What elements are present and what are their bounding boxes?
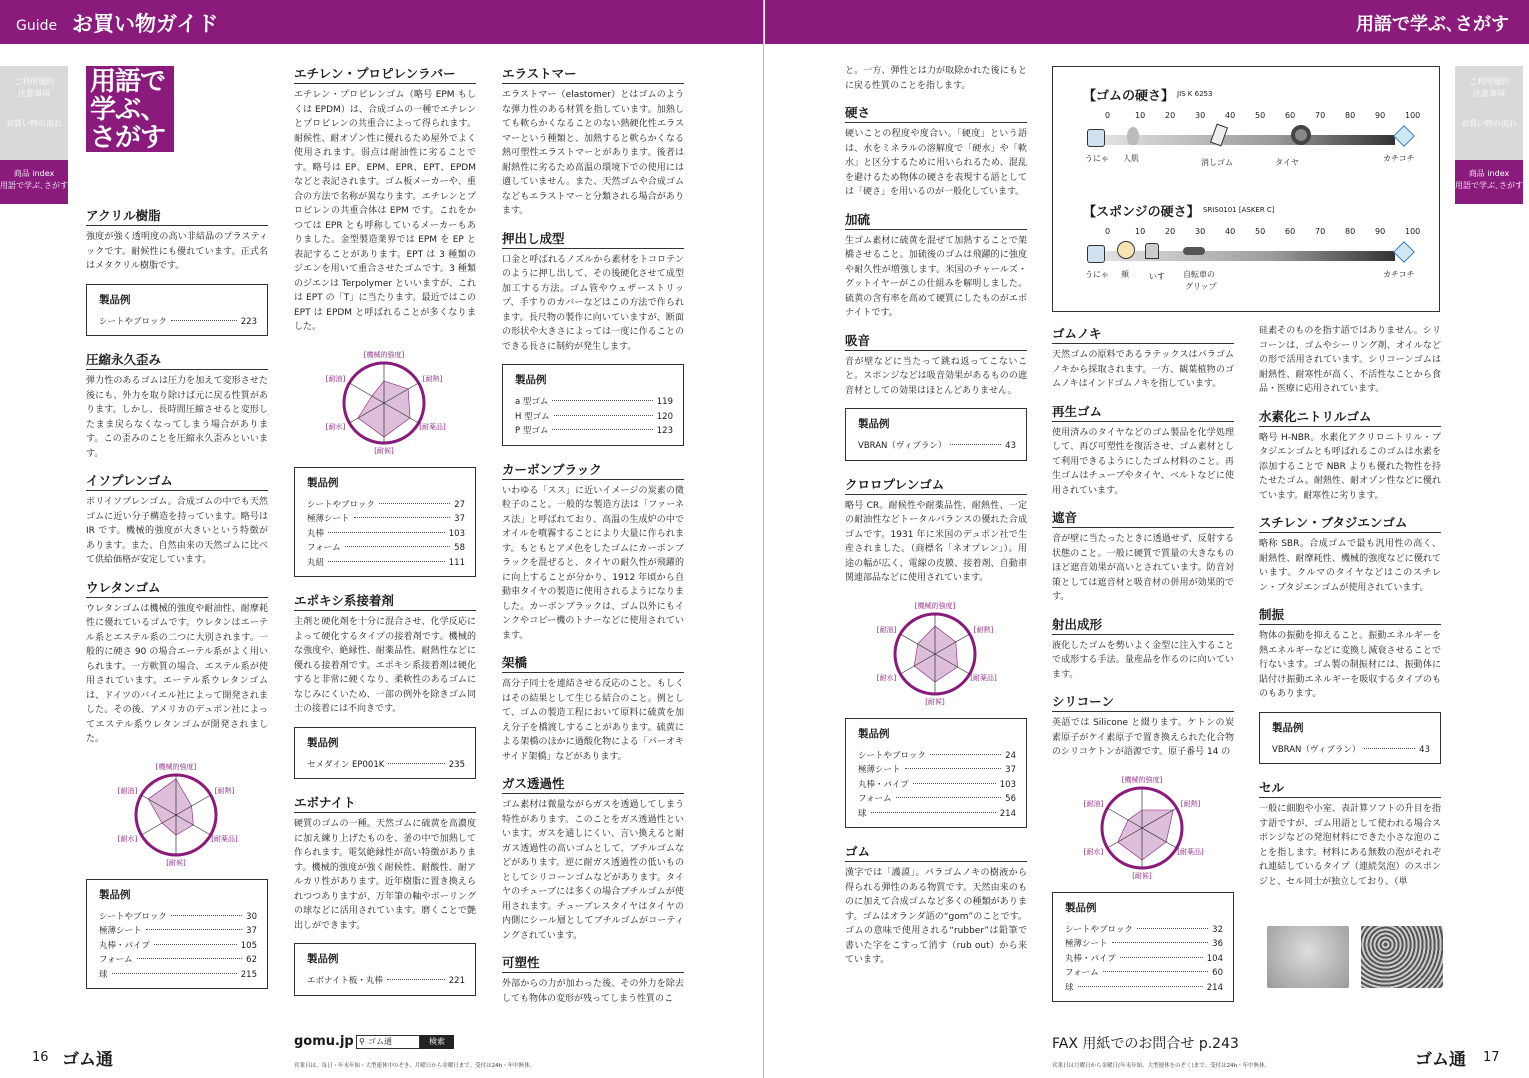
ice-cube-icon xyxy=(1393,125,1415,147)
product-row[interactable]: VBRAN（ヴィブラン） 43 xyxy=(858,441,1016,451)
radar-axis-label: [機械的強度] xyxy=(914,601,956,610)
side-tab-flow-right[interactable]: お買い物の流れ xyxy=(1461,119,1517,128)
side-tab-flow[interactable]: お買い物の流れ xyxy=(6,119,62,128)
desc-plastic-cont: と。一方、弾性とは力が取除かれた後にもとに戻る性質のことを指します。 xyxy=(845,66,1027,91)
product-box-title: 製品例 xyxy=(99,888,131,901)
sponge-hardness-title: 【スポンジの硬さ】 xyxy=(1083,205,1200,220)
page-number-right: 17 xyxy=(1483,1050,1500,1065)
scale-label: グリップ xyxy=(1185,282,1217,291)
radar-chart-urethane xyxy=(96,757,256,869)
product-row[interactable]: 丸棒・パイプ 105 xyxy=(99,940,257,951)
open-cell-photo xyxy=(1267,926,1349,988)
product-box-epdm xyxy=(294,467,476,578)
grip-icon xyxy=(1183,247,1205,255)
product-box-title: 製品例 xyxy=(99,293,131,306)
desc-sound-ins: 音が壁に当たったときに透過せず、反射する状態のこと。一般に硬質で質量の大きなものほど遮音効果が高いとされています。防音対策としては遮音材と吸音材の併用が効果的です。 xyxy=(1052,534,1234,602)
product-row[interactable]: 極薄シート 37 xyxy=(307,514,465,524)
fax-inquiry[interactable]: FAX 用紙でのお問合せ p.243 xyxy=(1052,1036,1239,1052)
desc-epoxy: 主剤と硬化剤を十分に混合させ、化学反応によって硬化するタイプの接着剤です。機械的な強度や、絶縁性、耐薬品性、耐熱性などに優れる接着剤です。エポキシ系接着剤は硬化すると非常に硬くなり、柔軟性のあるゴムになじみにくいため、一部の例外を除きゴム同士の接着には不向きです。 xyxy=(294,617,476,714)
right-column-3 xyxy=(1259,324,1441,899)
guide-label: Guide xyxy=(16,18,58,34)
radar-axis-label: [耐熱] xyxy=(422,374,443,383)
scale-tick: 90 xyxy=(1375,227,1386,236)
ice-cube-icon xyxy=(1393,241,1415,263)
product-box-sound-abs xyxy=(845,408,1027,461)
rubber-scale-bar xyxy=(1095,135,1395,145)
product-row[interactable]: シートやブロック 32 xyxy=(1065,924,1223,935)
product-box-epoxy xyxy=(294,727,476,780)
left-column-3 xyxy=(502,64,684,1016)
product-box-title: 製品例 xyxy=(858,727,890,740)
term-hnbr: 水素化ニトリルゴム xyxy=(1259,407,1441,427)
desc-sound-abs: 音が壁などに当たって跳ね返ってこないこと。スポンジなどは吸音効果があるものの遮音材としての効果はほとんどありません。 xyxy=(845,356,1027,396)
radar-axis-label: [耐薬品] xyxy=(1177,847,1204,856)
term-chloroprene: クロロプレンゴム xyxy=(845,475,1027,495)
desc-sbr: 略称 SBR。合成ゴムで最も汎用性の高く、耐熱性、耐摩耗性、機械的強度などに優れています。クルマのタイヤなどはこのスチレン・ブタジエンゴムが使用されています。 xyxy=(1259,539,1441,593)
side-tab-terms-line1: ご利用規約 xyxy=(1469,77,1509,86)
scale-tick: 30 xyxy=(1195,227,1206,236)
scale-tick: 80 xyxy=(1345,111,1356,120)
radar-axis-label: [耐薬品] xyxy=(419,422,446,431)
desc-paragomu: 天然ゴムの原料であるラテックスはパラゴムノキから採取されます。一方、観葉植物のゴムノキはインドゴムノキを指しています。 xyxy=(1052,350,1234,389)
term-epoxy: エポキシ系接着剤 xyxy=(294,591,476,611)
desc-ebonite: 硬質のゴムの一種。天然ゴムに硫黄を高濃度に加え練り上げたものを、釜の中で加熱して作られます。電気絶縁性が高い特徴があります。機械的強度が強く耐候性、耐酸性、耐アルカリ性があります。近年樹脂に置き換えられつつありますが、万年筆の軸やボーリングの球などに活用されています。磨くことで艶出しができます。 xyxy=(294,819,476,931)
product-row[interactable]: 球 214 xyxy=(858,808,1016,819)
scale-tick: 60 xyxy=(1285,227,1296,236)
search-value: ゴム通 xyxy=(368,1037,392,1046)
radar-axis-label: [耐候] xyxy=(166,858,186,867)
scale-tick: 50 xyxy=(1255,111,1266,120)
scale-label: 消しゴム xyxy=(1201,158,1233,167)
scale-tick: 100 xyxy=(1405,227,1421,236)
scale-label: うにゃ xyxy=(1085,154,1109,163)
term-acryl: アクリル樹脂 xyxy=(86,206,268,226)
term-vibration: 制振 xyxy=(1259,605,1441,625)
scale-tick: 100 xyxy=(1405,111,1421,120)
side-tab-index-right[interactable] xyxy=(1455,160,1523,204)
scale-label: 人肌 xyxy=(1123,154,1139,163)
scale-label: 頬 xyxy=(1121,270,1129,279)
product-box-ebonite xyxy=(294,943,476,996)
term-sound-abs: 吸音 xyxy=(845,331,1027,351)
term-crosslink: 架橋 xyxy=(502,653,684,673)
term-plastic: 可塑性 xyxy=(502,953,684,973)
term-sbr: スチレン・ブタジエンゴム xyxy=(1259,513,1441,533)
chair-icon xyxy=(1145,243,1159,259)
side-tab-index-line1: 商品 index xyxy=(13,169,55,178)
page-title-right: 用語で学ぶ､さがす xyxy=(1356,14,1509,35)
radar-axis-label: [機械的強度] xyxy=(363,350,405,359)
scale-tick: 10 xyxy=(1135,227,1146,236)
radar-chart-epdm xyxy=(304,345,464,457)
scale-label: カチコチ xyxy=(1383,154,1415,163)
radar-axis-label: [耐熱] xyxy=(1180,799,1201,808)
product-row[interactable]: フォーム 60 xyxy=(1065,968,1223,978)
soft-blob-icon xyxy=(1087,245,1105,263)
term-paragomu: ゴムノキ xyxy=(1052,324,1234,344)
term-sound-ins: 遮音 xyxy=(1052,508,1234,528)
radar-axis-label: [耐熱] xyxy=(214,786,235,795)
product-row[interactable]: フォーム 56 xyxy=(858,794,1016,804)
product-box-title: 製品例 xyxy=(1272,721,1304,734)
desc-isoprene: ポリイソプレンゴム。合成ゴムの中でも天然ゴムに近い分子構造を持っています。略号は IR です。機械的強度が大きいという特徴があります。また、自然由来の天然ゴムに比べて供給価格が安定しています。 xyxy=(86,497,268,565)
desc-gomu: 漢字では「護謨」。パラゴムノキの樹液から得られる弾性のある物質です。天然由来のものに加えて合成ゴムなど多くの種類があります。ゴムはオランダ語の“gom”のことです。ゴムの意味で使用される“rubber”は鉛筆で書いた字をこすって消す（rub out）から来ています。 xyxy=(845,868,1027,965)
desc-hardness: 硬いことの程度や度合い。「硬度」という語は、水をミネラルの溶解度で「硬水」や「軟水」と区分するために用いられるため、混乱を避けるため物体の硬さを表現する語としては「硬さ」を用いるのが一般化しています。 xyxy=(845,129,1027,197)
product-row[interactable]: 球 215 xyxy=(99,969,257,980)
product-row[interactable]: a 型ゴム 119 xyxy=(515,397,673,407)
scale-tick: 50 xyxy=(1255,227,1266,236)
product-row[interactable]: 極薄シート 37 xyxy=(858,765,1016,775)
product-box-chloroprene xyxy=(845,718,1027,829)
product-row[interactable]: セメダイン EP001K 235 xyxy=(307,759,465,770)
desc-vibration: 物体の振動を抑えること。振動エネルギーを熱エネルギーなどに変換し減衰させることで行ないます。ゴム製の制振材には、振動体に貼付け振動エネルギーを吸収するタイプのものもあります。 xyxy=(1259,631,1441,699)
desc-crosslink: 高分子同士を連結させる反応のこと。もしくはその結果として生じる結合のこと。例として、ゴムの製造工程において原料に硫黄を加え分子を橋渡しすることがあります。硫黄による架橋のほかに過酸化物による「パーオキサイド架橋」などがあります。 xyxy=(502,679,684,762)
product-row[interactable]: 丸紐 111 xyxy=(307,557,465,568)
section-title-line2: 学ぶ、 xyxy=(90,95,166,125)
radar-axis-label: [耐水] xyxy=(117,834,138,843)
radar-chart-chloroprene xyxy=(855,596,1015,708)
rubber-hardness-title: 【ゴムの硬さ】 xyxy=(1083,89,1175,104)
term-isoprene: イソプレンゴム xyxy=(86,471,268,491)
hand-icon xyxy=(1127,127,1139,145)
header-bar-left xyxy=(0,0,764,44)
product-row[interactable]: エボナイト板・丸棒 221 xyxy=(307,976,465,986)
desc-elastomer: エラストマー（elastomer）とはゴムのような弾力性のある材質を指しています。加熱しても軟らかくなることのない熱硬化性エラスマーという種類と、加熱すると軟らかくなる熱可塑性エラストマーとがあります。後者は耐熱性に劣るため高温の環境下での使用には適していません。また、天然ゴムや合成ゴムなどもエラストマーと分類される場合があります。 xyxy=(502,90,684,216)
section-title-line3: さがす xyxy=(90,123,166,153)
left-page xyxy=(0,0,764,1078)
side-tab-terms-line2: 注意事項 xyxy=(18,89,50,98)
desc-extrusion: 口金と呼ばれるノズルから素材をトコロテンのように押し出して、その後硬化させて成型加工する方法。ゴム管やウェザーストリップ、手すりのカバーなどはこの方法で作られます。長尺物の製作に向いていますが、断面の形状や大きさによっては一度に作ることのできる長さに制約が発生します。 xyxy=(502,254,684,352)
product-row[interactable]: シートやブロック 223 xyxy=(99,316,257,327)
scale-tick: 40 xyxy=(1225,111,1236,120)
face-icon xyxy=(1117,241,1135,259)
logo-right: ゴム通 xyxy=(1415,1050,1466,1070)
desc-vulcan: 生ゴム素材に硫黄を混ぜて加熱することで架橋させること。加硫後のゴムは飛躍的に強度や耐久性が増強します。米国のチャールズ・グットイヤーがこの仕組みを解明しました。硫黄の含有率を高めて硬質にしたものがエボナイトです。 xyxy=(845,235,1027,318)
site-url[interactable]: gomu.jp xyxy=(294,1034,354,1049)
scale-label: タイヤ xyxy=(1275,158,1299,167)
desc-silicone: 英語では Silicone と綴ります。ケトンの炭素原子がケイ素原子で置き換えられた化合物のシリコケトンが語源です。原子番号 14 の xyxy=(1052,718,1234,757)
radar-axis-label: [耐油] xyxy=(1083,799,1104,808)
desc-gas: ゴム素材は微量ながらガスを透過してしまう特性があります。このことをガス透過性といいます。ガスを通しにくい、言い換えると耐ガス透過性の高いゴムとして、ブチルゴムなどがあります。逆に耐ガス透過性の低いものとしてシリコーンゴムなどがあります。タイヤのチューブには多くの場合ブチルゴムが使用されます。チューブレスタイヤはタイヤの内側にシール層としてブチルゴムがコーティングされています。 xyxy=(502,800,684,941)
search-button[interactable]: 検索 xyxy=(420,1035,454,1049)
right-page xyxy=(765,0,1529,1078)
search-input[interactable] xyxy=(356,1035,420,1049)
desc-hnbr: 略号 H-NBR。水素化アクリロニトリル・ブタジエンゴムとも呼ばれるこのゴムは水素を添加することで NBR よりも優れた物性を持たせたゴム。耐熱性、耐オゾン性などに優れています。耐寒性に劣ります。 xyxy=(1259,432,1441,501)
desc-injection: 液化したゴムを勢いよく金型に注入することで成形する手法。量産品を作るのに向いています。 xyxy=(1052,640,1234,680)
radar-axis-label: [耐油] xyxy=(117,786,138,795)
page-title: お買い物ガイド xyxy=(72,12,219,36)
soft-blob-icon xyxy=(1087,129,1105,147)
side-tab-terms-line1: ご利用規約 xyxy=(14,77,54,86)
product-box-title: 製品例 xyxy=(515,374,547,386)
scale-label: カチコチ xyxy=(1383,270,1415,279)
footnote-right: 営業日は月曜日から金曜日(年末年始、大型連休をのぞく)まで。受付は24h・年中無休。 xyxy=(1052,1063,1271,1069)
desc-compression: 弾力性のあるゴムは圧力を加えて変形させた後にも、外力を取り除けば元に戻る性質があります。しかし、長時間圧縮させると変形したまま戻らなくなってしまう場合があります。この歪みのことを圧縮永久歪みといいます。 xyxy=(86,376,268,459)
term-hardness: 硬さ xyxy=(845,103,1027,123)
product-box-vibration xyxy=(1259,712,1441,765)
product-row[interactable]: フォーム 62 xyxy=(99,955,257,965)
term-elastomer: エラストマー xyxy=(502,64,684,84)
term-compression: 圧縮永久歪み xyxy=(86,350,268,370)
section-title xyxy=(86,66,174,152)
side-tab-index-line1: 商品 index xyxy=(1468,169,1510,178)
footnote-left: 営業日は、毎日・年末年始・大型連休中のぞき、月曜日から金曜日まで。受付は24h・年中無休。 xyxy=(294,1063,536,1069)
desc-recycled: 使用済みのタイヤなどのゴム製品を化学処理して、再び可塑性を復活させ、ゴム素材として利用できるようにしたゴム材料のこと。再生ゴムはチューブやタイヤ、ベルトなどに使用されています。 xyxy=(1052,427,1234,496)
side-tab-terms-line2: 注意事項 xyxy=(1473,89,1505,98)
header-bar-right xyxy=(765,0,1529,44)
product-row[interactable]: H 型ゴム 120 xyxy=(515,411,673,422)
product-box-extrusion xyxy=(502,364,684,446)
radar-axis-label: [耐候] xyxy=(374,446,394,455)
product-box-title: 製品例 xyxy=(1065,901,1097,914)
radar-axis-label: [耐水] xyxy=(1083,847,1104,856)
product-box-title: 製品例 xyxy=(307,736,339,749)
product-row[interactable]: シートやブロック 24 xyxy=(858,750,1016,761)
side-tab-index-line2: 用語で学ぶ､さがす xyxy=(1455,181,1523,190)
side-tab-terms[interactable] xyxy=(0,66,68,160)
product-row[interactable]: シートやブロック 27 xyxy=(307,499,465,510)
scale-tick: 0 xyxy=(1105,227,1111,236)
hardness-scale-panel xyxy=(1052,66,1440,312)
scale-tick: 10 xyxy=(1135,111,1146,120)
product-row[interactable]: フォーム 58 xyxy=(307,543,465,553)
scale-tick: 20 xyxy=(1165,227,1176,236)
term-gomu: ゴム xyxy=(845,842,1027,862)
sponge-hardness-standard: SRIS0101 [ASKER C] xyxy=(1203,206,1275,214)
product-box-urethane xyxy=(86,879,268,990)
product-row[interactable]: 丸棒・パイプ 104 xyxy=(1065,953,1223,964)
radar-axis-label: [耐候] xyxy=(925,697,945,706)
scale-label: 自転車の xyxy=(1183,270,1215,279)
radar-axis-label: [耐油] xyxy=(325,374,346,383)
product-row[interactable]: P 型ゴム 123 xyxy=(515,426,673,436)
scale-tick: 0 xyxy=(1105,111,1111,120)
term-injection: 射出成形 xyxy=(1052,615,1234,635)
radar-axis-label: [耐油] xyxy=(876,625,897,634)
radar-axis-label: [耐候] xyxy=(1132,871,1152,880)
desc-plastic: 外部からの力が加わった後、その外力を除去しても物体の変形が残ってしまう性質のこ xyxy=(502,979,684,1004)
product-row[interactable]: 極薄シート 37 xyxy=(99,926,257,936)
right-column-2 xyxy=(1052,324,1234,1016)
product-box-silicone xyxy=(1052,892,1234,1003)
product-box-title: 製品例 xyxy=(307,953,339,965)
desc-silicone-cont: 硅素そのものを指す語ではありません。シリコーンは、ゴムやシーリング剤、オイルなどの形で活用されています。シリコーンゴムは耐熱性、耐寒性が高く、不活性なことから食品・医療に応用されています。 xyxy=(1259,326,1441,394)
left-column-2 xyxy=(294,64,476,1010)
product-row[interactable]: シートやブロック 30 xyxy=(99,911,257,922)
scale-tick: 80 xyxy=(1345,227,1356,236)
product-box-title: 製品例 xyxy=(858,418,890,430)
radar-axis-label: [耐薬品] xyxy=(211,834,238,843)
scale-tick: 70 xyxy=(1315,227,1326,236)
term-ebonite: エボナイト xyxy=(294,793,476,813)
desc-epdm: エチレン・プロピレンゴム（略号 EPM もしくは EPDM）は、合成ゴムの一種でエチレンとプロピレンの共重合によって得られます。耐候性、耐オゾン性に優れるため屋外でよく使用されます。弱点は耐油性に劣ることです。略号は EP、EPM、EPR、EPT、EPDM などと表記されます。ゴム板メーカーや、重合の方法で名称が異なります。エチレンとプロピレンの共重合体は EPM です。これをかつては EPR とも呼称しているメーカーもありました。金型製造業界では EPM を EP と表記することがあります。EPT は 3 種類のジエンを用いて重合させたゴムです。3 種類のジエンは Terpolymer といいますが、これは EPT の「T」に当たります。最近ではこの EPT は EPDM と呼ばれることが多くなりました。 xyxy=(294,90,476,332)
term-cell: セル xyxy=(1259,778,1441,798)
product-row[interactable]: 丸棒 103 xyxy=(307,528,465,539)
term-urethane: ウレタンゴム xyxy=(86,578,268,598)
scale-tick: 20 xyxy=(1165,111,1176,120)
radar-axis-label: [耐薬品] xyxy=(970,673,997,682)
scale-tick: 90 xyxy=(1375,111,1386,120)
closed-cell-photo xyxy=(1361,926,1443,988)
product-box-acryl xyxy=(86,284,268,337)
desc-urethane: ウレタンゴムは機械的強度や耐油性、耐摩耗性に優れているゴムです。ウレタンはエーテル系とエステル系の二つに大別されます。一般的に硬さ 90 の場合エーテル系がよく用いられます。一方軟質の場合、エステル系が使用されています。エーテル系ウレタンゴムは、ドイツのバイエル社によって開発されました。その後、アメリカのデュポン社によってエステル系ウレタンゴムが開発されました。 xyxy=(86,603,268,744)
desc-acryl: 強度が強く透明度の高い非結晶のプラスティックです。耐候性にも優れています。正式名はメタクリル樹脂です。 xyxy=(86,232,268,271)
side-tab-terms-right[interactable] xyxy=(1455,66,1523,160)
page-number-left: 16 xyxy=(32,1050,49,1065)
logo-left: ゴム通 xyxy=(62,1050,113,1070)
radar-axis-label: [耐水] xyxy=(876,673,897,682)
rubber-hardness-standard: JIS K 6253 xyxy=(1177,90,1213,98)
scale-label: いす xyxy=(1149,272,1165,281)
radar-axis-label: [耐熱] xyxy=(973,625,994,634)
product-row[interactable]: 極薄シート 36 xyxy=(1065,939,1223,949)
side-tab-index-line2: 用語で学ぶ､さがす xyxy=(0,181,68,190)
radar-axis-label: [機械的強度] xyxy=(155,762,197,771)
desc-carbon: いわゆる「スス」に近いイメージの炭素の微粒子のこと。一般的な製造方法は「ファーネス法」と呼ばれており、高温の生成炉の中でオイルを噴霧することにより大量に作られます。もともとアメ色をしたゴムにカーボンブラックを混ぜると、タイヤの耐久性が飛躍的に向上することが分かり、1912 年頃から自動車タイヤの製造に使用されるようになりました。カーボンブラックは、ゴム以外にもインクやコピー機のトナーなどに使用されています。 xyxy=(502,485,684,641)
scale-tick: 40 xyxy=(1225,227,1236,236)
term-extrusion: 押出し成型 xyxy=(502,229,684,249)
section-title-line1: 用語で xyxy=(90,67,166,97)
tire-icon xyxy=(1291,125,1311,145)
term-gas: ガス透過性 xyxy=(502,774,684,794)
scale-tick: 70 xyxy=(1315,111,1326,120)
product-row[interactable]: 丸棒・パイプ 103 xyxy=(858,779,1016,790)
radar-axis-label: [機械的強度] xyxy=(1121,775,1163,784)
radar-axis-label: [耐水] xyxy=(325,422,346,431)
product-box-title: 製品例 xyxy=(307,476,339,489)
desc-chloroprene: 略号 CR。耐候性や耐薬品性、耐熱性、一定の耐油性などトータルバランスの優れた合成ゴムです。1931 年に米国のデュポン社で生産されました。（商標名「ネオプレン」）。用途の幅が広く、電線の皮膜、接着剤、自動車関連部品などに使用されています。 xyxy=(845,500,1027,583)
product-row[interactable]: 球 214 xyxy=(1065,982,1223,993)
side-tab-index[interactable] xyxy=(0,160,68,204)
product-row[interactable]: VBRAN（ヴィブラン） 43 xyxy=(1272,744,1430,755)
term-recycled: 再生ゴム xyxy=(1052,402,1234,422)
search-icon: ⚲ xyxy=(359,1037,365,1046)
desc-cell: 一般に細胞や小室、表計算ソフトの升目を指す語ですが、ゴム用語として使われる場合スポンジなどの発泡材料にできた小さな泡のことを指します。材料にある無数の泡がそれぞれ連結しているタイプ（連続気泡）のスポンジと、セル同士が独立しており、（単 xyxy=(1259,804,1441,887)
scale-label: うにゃ xyxy=(1085,270,1109,279)
term-epdm: エチレン・プロピレンラバー xyxy=(294,64,476,84)
radar-chart-silicone xyxy=(1062,770,1222,882)
scale-tick: 60 xyxy=(1285,111,1296,120)
sponge-scale-bar xyxy=(1095,251,1395,261)
term-carbon: カーボンブラック xyxy=(502,460,684,480)
term-vulcan: 加硫 xyxy=(845,210,1027,230)
left-column-1 xyxy=(86,206,268,1003)
right-column-1 xyxy=(845,64,1027,978)
term-silicone: シリコーン xyxy=(1052,692,1234,712)
scale-tick: 30 xyxy=(1195,111,1206,120)
